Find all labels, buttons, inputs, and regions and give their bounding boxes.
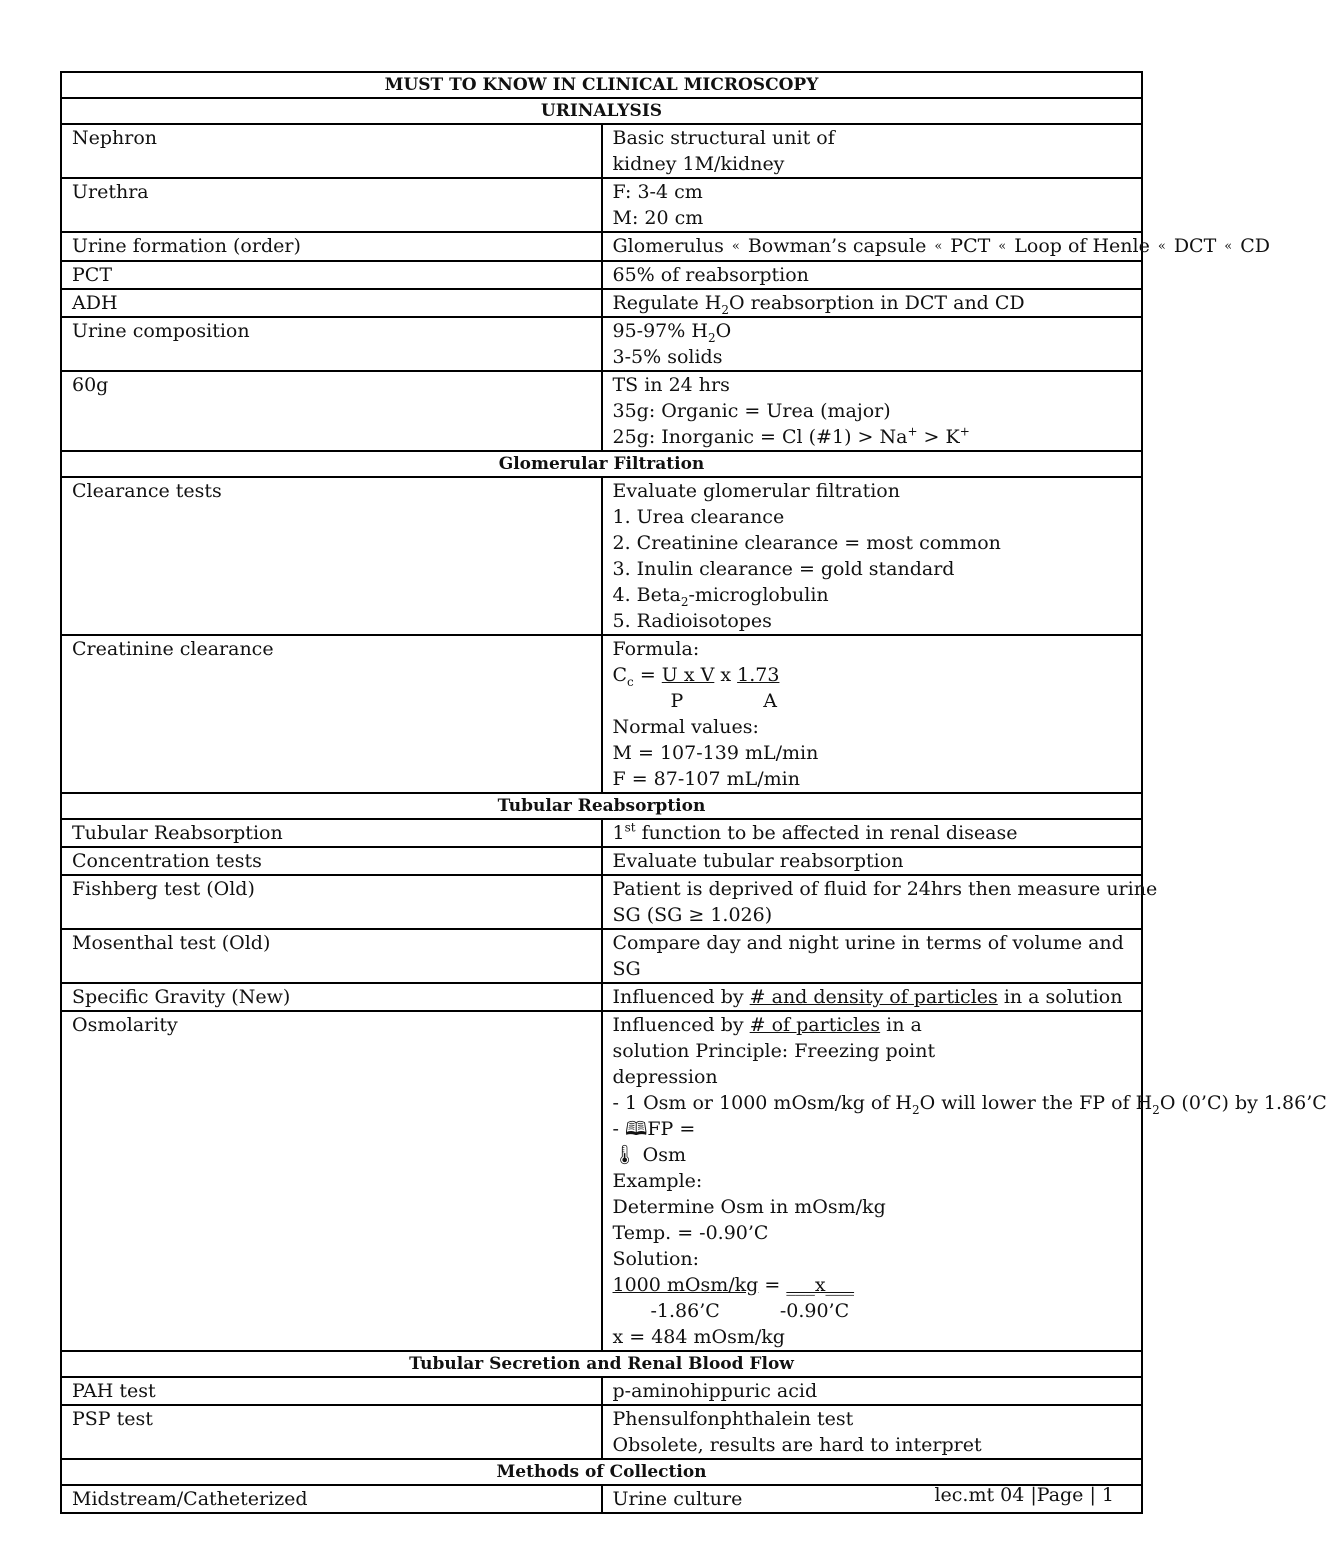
page-footer: lec.mt 04 |Page | 1 (934, 1484, 1114, 1506)
row-value: Compare day and night urine in terms of volume and SG (602, 929, 1143, 983)
title-row (61, 72, 1142, 98)
row-value (602, 477, 1143, 635)
row-value (602, 635, 1143, 793)
arrow-icon: « (731, 239, 740, 254)
denominator-line (613, 1298, 1134, 1324)
row-value (602, 875, 1158, 929)
table-row (61, 983, 1142, 1011)
numerator: 1.73 (737, 664, 780, 686)
row-label: Concentration tests (61, 847, 602, 875)
subscript: 2 (721, 302, 729, 317)
value-line: TS in 24 hrs (612, 374, 730, 396)
row-value (602, 232, 1271, 261)
step: Glomerulus (612, 235, 724, 257)
text: in a solution (997, 986, 1123, 1008)
table-row (61, 847, 1142, 875)
row-label: PCT (61, 261, 602, 289)
subscript: 2 (680, 594, 689, 609)
value-line: 1. Urea clearance (612, 506, 785, 528)
value-line: Temp. = -0.90’C (612, 1222, 769, 1244)
section-header-row (61, 451, 1142, 477)
superscript: + (959, 424, 970, 439)
text: = (633, 664, 662, 686)
section-tubular-reabsorption: Tubular Reabsorption (61, 793, 1142, 819)
superscript: st (624, 820, 636, 835)
row-label: Midstream/Catheterized (61, 1485, 602, 1513)
denominator: A (763, 690, 778, 712)
clinical-microscopy-table (60, 71, 1327, 1514)
row-label: PSP test (61, 1405, 602, 1459)
value-line: 2. Creatinine clearance = most common (612, 532, 1001, 554)
row-value (602, 1011, 1327, 1351)
table-row (61, 232, 1142, 261)
row-label: Specific Gravity (New) (61, 983, 602, 1011)
section-methods-of-collection: Methods of Collection (61, 1459, 1142, 1485)
value-line: M: 20 cm (612, 207, 704, 229)
table-row (61, 124, 1142, 178)
value-line: Solution: (612, 1248, 700, 1270)
value-line: F = 87-107 mL/min (612, 768, 800, 790)
value-line (613, 424, 1134, 450)
table-row (61, 1377, 1142, 1405)
section-tubular-secretion: Tubular Secretion and Renal Blood Flow (61, 1351, 1142, 1377)
arrow-icon: « (1224, 239, 1233, 254)
text: 25g: Inorganic = Cl (#1) > Na (612, 426, 908, 448)
step: PCT (950, 235, 991, 257)
row-value (602, 1405, 1143, 1459)
table-row (61, 477, 1142, 635)
text: - 1 Osm or 1000 mOsm/kg of H (612, 1092, 912, 1114)
text: = (758, 1274, 787, 1296)
value-line: Formula: (612, 638, 700, 660)
text: > K (917, 426, 960, 448)
row-label: Urethra (61, 178, 602, 232)
step: DCT (1173, 235, 1217, 257)
row-label: ADH (61, 289, 602, 317)
section-urinalysis: URINALYSIS (61, 98, 1142, 124)
subscript: 2 (1152, 1102, 1160, 1117)
value-line: solution Principle: Freezing point (612, 1040, 936, 1062)
row-value (602, 178, 1143, 232)
table-row (61, 289, 1142, 317)
row-label: Mosenthal test (Old) (61, 929, 602, 983)
text: O will lower the FP of H (919, 1092, 1153, 1114)
arrow-icon: « (1157, 239, 1166, 254)
row-value (602, 124, 1143, 178)
text: C (612, 664, 628, 686)
table-row (61, 1405, 1142, 1459)
value-line: M = 107-139 mL/min (612, 742, 819, 764)
arrow-icon: « (934, 239, 943, 254)
text: Regulate H (612, 292, 722, 314)
value-line: 5. Radioisotopes (612, 610, 772, 632)
value-line (613, 318, 1134, 344)
value-line: Evaluate glomerular filtration (612, 480, 900, 502)
row-label: Nephron (61, 124, 602, 178)
row-value: Evaluate tubular reabsorption (602, 847, 1143, 875)
value-line: Basic structural unit of (612, 127, 835, 149)
value-line: 3-5% solids (612, 346, 723, 368)
table-row (61, 875, 1142, 929)
table-row (61, 1011, 1142, 1351)
row-value (602, 819, 1143, 847)
text: function to be affected in renal disease (635, 822, 1018, 844)
step: CD (1240, 235, 1271, 257)
denominator: P (670, 690, 684, 712)
value-line: Patient is deprived of fluid for 24hrs then measure urine (612, 878, 1158, 900)
value-line: 3. Inulin clearance = gold standard (612, 558, 955, 580)
text: x (714, 664, 738, 686)
text: O (715, 320, 732, 342)
page-title: MUST TO KNOW IN CLINICAL MICROSCOPY (61, 72, 1142, 98)
row-label: Creatinine clearance (61, 635, 602, 793)
section-header-row (61, 793, 1142, 819)
denominator: -0.90’C (779, 1300, 850, 1322)
row-value (602, 317, 1143, 371)
value-line: Determine Osm in mOsm/kg (612, 1196, 886, 1218)
table-row (61, 178, 1142, 232)
value-line: x = 484 mOsm/kg (612, 1326, 785, 1348)
value-line: Example: (612, 1170, 703, 1192)
value-line: - 🕮FP = (612, 1118, 696, 1140)
table-row (61, 317, 1142, 371)
urine-formation-steps (612, 233, 1271, 260)
value-line: Normal values: (612, 716, 759, 738)
table-row (61, 929, 1142, 983)
step: Bowman’s capsule (747, 235, 927, 257)
formula-line (613, 662, 1134, 688)
value-line: SG (SG ≥ 1.026) (612, 904, 773, 926)
numerator: ___x___ (786, 1274, 855, 1296)
row-value (602, 371, 1143, 451)
text: in a (880, 1014, 922, 1036)
formula-line (613, 1272, 1134, 1298)
text: Influenced by (612, 1014, 750, 1036)
row-value (602, 983, 1143, 1011)
row-label: PAH test (61, 1377, 602, 1405)
value-line: 🌡 Osm (612, 1144, 687, 1166)
denominator-line (613, 688, 1134, 714)
text: O (0’C) by 1.86’C (1159, 1092, 1327, 1114)
subscript: 2 (911, 1102, 920, 1117)
row-value: 65% of reabsorption (602, 261, 1143, 289)
step: Loop of Henle (1014, 235, 1150, 257)
section-header-row (61, 98, 1142, 124)
row-label: 60g (61, 371, 602, 451)
denominator: -1.86’C (650, 1300, 720, 1322)
section-header-row (61, 1459, 1142, 1485)
row-value: Urine culture (602, 1485, 1143, 1513)
text: O reabsorption in DCT and CD (728, 292, 1025, 314)
row-value (602, 289, 1143, 317)
text: -microglobulin (688, 584, 829, 606)
value-line (612, 1090, 1327, 1117)
value-line: Phensulfonphthalein test (612, 1408, 854, 1430)
text: 95-97% H (612, 320, 708, 342)
numerator: 1000 mOsm/kg (612, 1274, 759, 1296)
row-label: Tubular Reabsorption (61, 819, 602, 847)
underlined-text: # of particles (749, 1014, 881, 1036)
superscript: + (907, 424, 918, 439)
table-row (61, 261, 1142, 289)
value-line: kidney 1M/kidney (612, 153, 785, 175)
value-line: 35g: Organic = Urea (major) (612, 400, 891, 422)
arrow-icon: « (998, 239, 1007, 254)
numerator: U x V (661, 664, 715, 686)
text: 4. Beta (612, 584, 681, 606)
section-header-row (61, 1351, 1142, 1377)
value-line: Obsolete, results are hard to interpret (612, 1434, 982, 1456)
table-row (61, 635, 1142, 793)
row-label: Fishberg test (Old) (61, 875, 602, 929)
text: 1 (612, 822, 625, 844)
row-label: Urine formation (order) (61, 232, 602, 261)
value-line (613, 582, 1134, 608)
row-value: p-aminohippuric acid (602, 1377, 1143, 1405)
subscript: 2 (707, 330, 716, 345)
value-line: depression (612, 1066, 718, 1088)
underlined-text: # and density of particles (749, 986, 998, 1008)
value-line: F: 3-4 cm (612, 181, 703, 203)
section-glomerular-filtration: Glomerular Filtration (61, 451, 1142, 477)
value-line (613, 1012, 1134, 1038)
text: Influenced by (612, 986, 750, 1008)
row-label: Urine composition (61, 317, 602, 371)
row-label: Osmolarity (61, 1011, 602, 1351)
subscript: c (627, 674, 634, 689)
table-row (61, 819, 1142, 847)
table-row (61, 371, 1142, 451)
row-label: Clearance tests (61, 477, 602, 635)
